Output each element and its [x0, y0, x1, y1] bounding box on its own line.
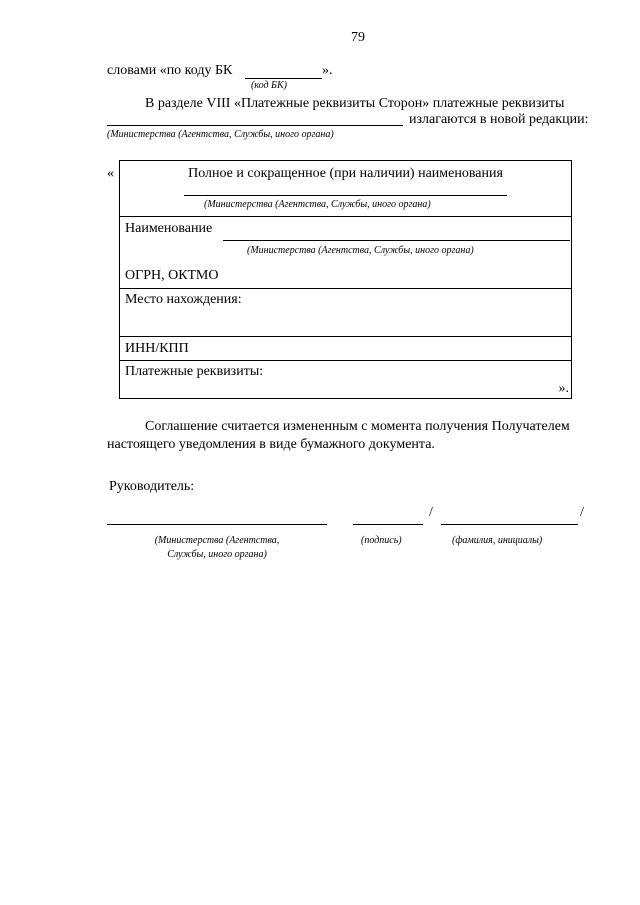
location-label: Место нахождения:	[125, 292, 242, 307]
bk-code-blank	[245, 78, 322, 79]
row-divider	[120, 216, 571, 217]
table-close-quote: ».	[558, 381, 569, 396]
page-number: 79	[351, 30, 365, 45]
row-divider	[120, 288, 571, 289]
name-blank	[223, 240, 570, 241]
header-name-blank	[184, 195, 507, 196]
table-header-title: Полное и сокращенное (при наличии) наименования	[188, 166, 503, 181]
new-edition-text: излагаются в новой редакции:	[409, 112, 589, 127]
table-header-hint: (Министерства (Агентства, Службы, иного органа)	[204, 199, 431, 210]
org-hint-line2: Службы, иного органа)	[167, 549, 267, 560]
head-label: Руководитель:	[109, 479, 195, 494]
org-hint-line1: (Министерства (Агентства,	[154, 535, 280, 546]
signature-slash-1: /	[429, 505, 433, 520]
name-initials-hint: (фамилия, инициалы)	[452, 535, 543, 546]
signature-slash-2: /	[580, 505, 584, 520]
row-divider	[120, 336, 571, 337]
ogrn-oktmo-label: ОГРН, ОКТМО	[125, 268, 219, 283]
bk-code-text: словами «по коду БК	[107, 63, 233, 78]
ministry-hint: (Министерства (Агентства, Службы, иного органа)	[107, 129, 334, 140]
ministry-blank-long	[201, 125, 403, 126]
agreement-text-line2: настоящего уведомления в виде бумажного документа.	[107, 437, 435, 452]
signature-blank	[353, 524, 423, 525]
name-hint: (Министерства (Агентства, Службы, иного органа)	[247, 245, 474, 256]
bk-code-hint: (код БК)	[251, 80, 287, 91]
name-label: Наименование	[125, 221, 213, 236]
inn-kpp-label: ИНН/КПП	[125, 341, 189, 356]
agreement-text-line1: Соглашение считается измененным с момента получения Получателем	[145, 419, 570, 434]
payment-details-table	[119, 160, 572, 399]
table-open-quote: «	[107, 166, 114, 181]
row-divider	[120, 360, 571, 361]
org-signature-blank	[107, 524, 327, 525]
name-initials-blank	[441, 524, 578, 525]
payment-details-label: Платежные реквизиты:	[125, 364, 264, 379]
signature-hint: (подпись)	[361, 535, 402, 546]
bk-code-close: ».	[322, 63, 333, 78]
ministry-blank-short	[107, 125, 201, 126]
section-viii-text: В разделе VIII «Платежные реквизиты Сторон» платежные реквизиты	[145, 96, 565, 111]
